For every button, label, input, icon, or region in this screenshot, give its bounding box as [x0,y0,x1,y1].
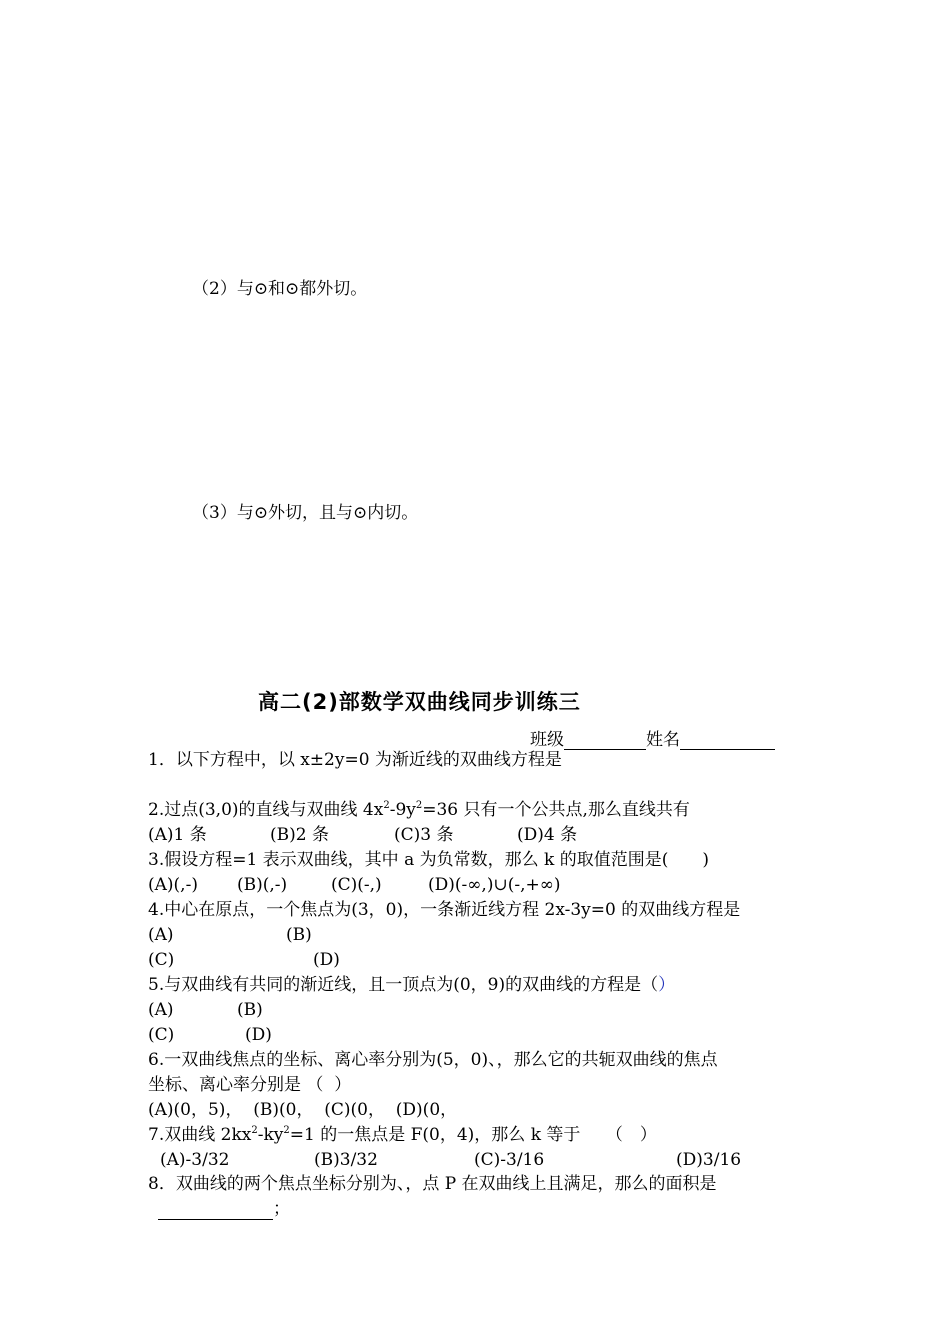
name-blank [680,731,775,750]
q2-sup-2: 2 [415,800,423,811]
q8-answer-line [158,1198,290,1220]
q2-option-b: (B)2 条 [270,825,329,845]
q5-answer-paren: ） [658,975,676,995]
q3-option-a: (A)(,-) [148,875,198,895]
part-3-text: （3）与⊙外切，且与⊙内切。 [192,503,419,523]
q8-end-punct: ； [273,1199,290,1219]
q2-text-c: =36 只有一个公共点,那么直线共有 [422,800,690,820]
class-blank [564,731,646,750]
q7-text-c: =1 的一焦点是 F(0，4)，那么 k 等于 （ ） [289,1125,657,1145]
question-3: 3.假设方程=1 表示双曲线，其中 a 为负常数，那么 k 的取值范围是( ) [148,850,709,870]
q3-option-d: (D)(-∞,)∪(-,+∞) [428,875,561,895]
q7-option-c: (C)-3/16 [474,1150,545,1170]
q2-option-a: (A)1 条 [148,825,207,845]
q4-option-a: (A) [148,925,174,945]
q5-text: 5.与双曲线有共同的渐近线，且一顶点为(0，9)的双曲线的方程是（ [148,975,659,995]
part-2-text: （2）与⊙和⊙都外切。 [192,279,368,299]
q2-text-a: 2.过点(3,0)的直线与双曲线 4x [148,800,384,820]
q7-sup-1: 2 [251,1125,258,1136]
q2-option-d: (D)4 条 [517,825,578,845]
question-1: 1．以下方程中，以 x±2y=0 为渐近线的双曲线方程是 [148,750,562,770]
q2-sup-1: 2 [383,800,390,811]
q6-options: (A)(0，5)， (B)(0， (C)(0， (D)(0， [148,1100,458,1120]
q2-option-c: (C)3 条 [394,825,454,845]
question-6-line-1: 6.一双曲线焦点的坐标、离心率分别为(5，0)、，那么它的共轭双曲线的焦点 [148,1050,718,1070]
q3-option-c: (C)(-,) [331,875,382,895]
q8-answer-blank [158,1201,273,1220]
q7-option-a: (A)-3/32 [160,1150,230,1170]
q4-option-d: (D) [313,950,340,970]
question-7 [148,1124,657,1146]
name-label: 姓名 [646,730,680,750]
q2-text-b: -9y [389,800,416,820]
q5-option-b: (B) [237,1000,263,1020]
class-label: 班级 [530,730,564,750]
q5-option-c: (C) [148,1025,175,1045]
q7-sup-2: 2 [283,1125,290,1136]
question-6-line-2: 坐标、离心率分别是 （ ） [148,1075,352,1095]
q7-option-b: (B)3/32 [314,1150,378,1170]
question-5 [148,974,675,996]
q7-text-b: -ky [257,1125,284,1145]
question-8: 8．双曲线的两个焦点坐标分别为、，点 P 在双曲线上且满足，那么的面积是 [148,1174,717,1194]
q5-option-a: (A) [148,1000,174,1020]
q4-option-c: (C) [148,950,175,970]
q7-text-a: 7.双曲线 2kx [148,1125,252,1145]
q4-option-b: (B) [286,925,312,945]
page-title: 高二(2)部数学双曲线同步训练三 [258,690,581,714]
class-name-line [530,725,775,750]
q3-option-b: (B)(,-) [237,875,288,895]
question-4: 4.中心在原点，一个焦点为(3，0)，一条渐近线方程 2x-3y=0 的双曲线方程是 [148,900,741,920]
q7-option-d: (D)3/16 [676,1150,742,1170]
question-2 [148,799,690,821]
q5-option-d: (D) [245,1025,272,1045]
